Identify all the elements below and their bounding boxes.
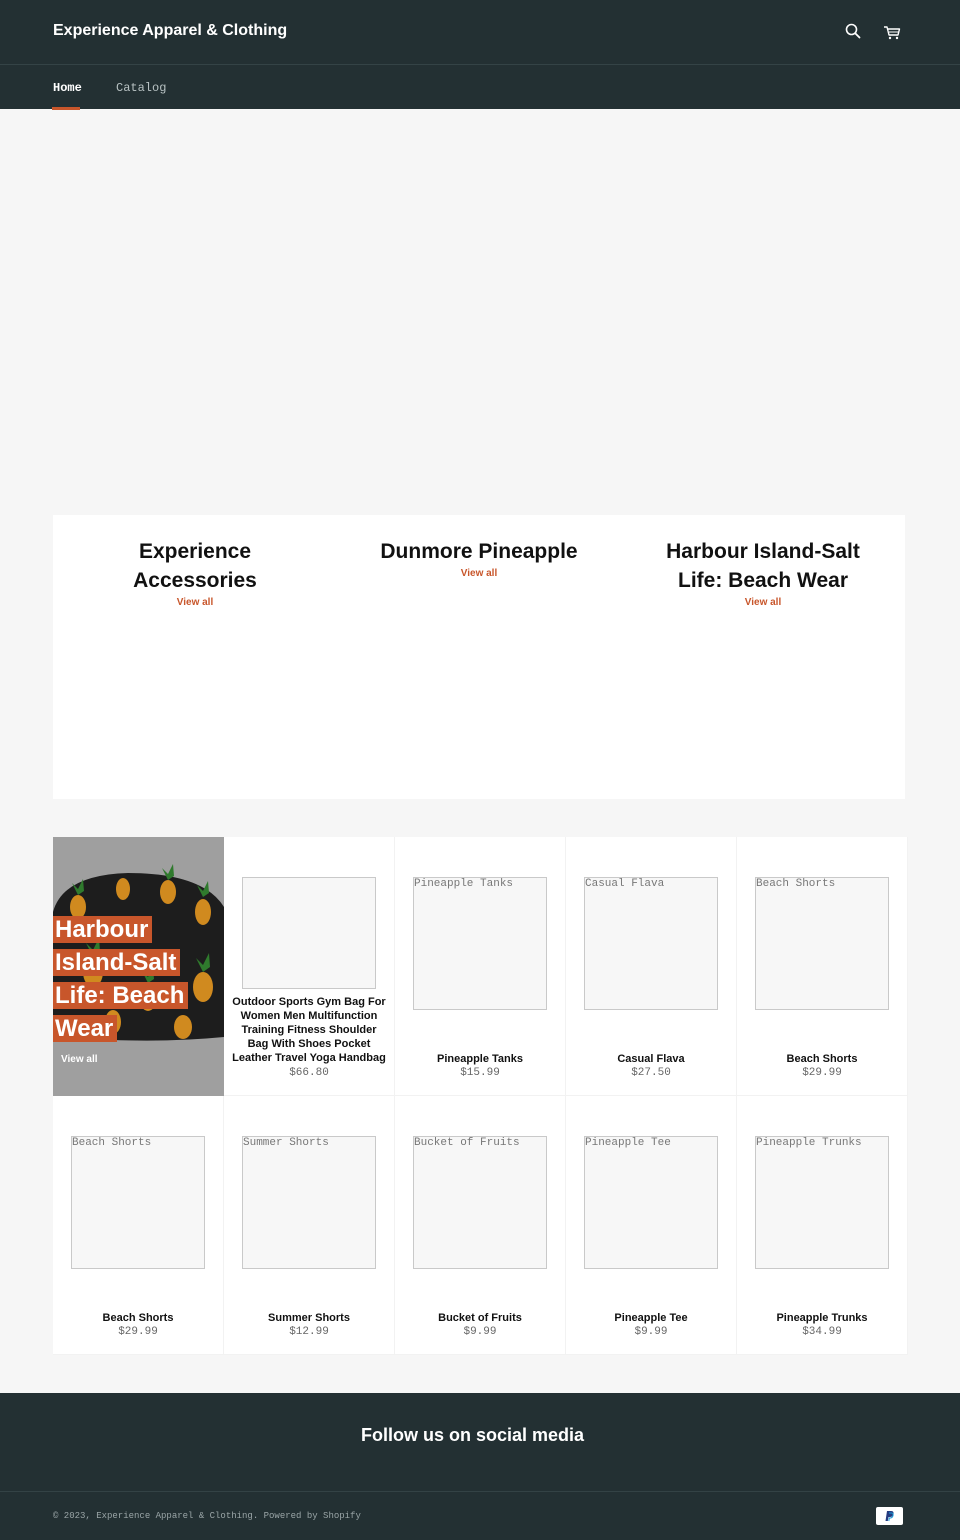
product-image-placeholder[interactable]: Pineapple Tee (584, 1136, 718, 1269)
footer-divider (0, 1491, 960, 1492)
product-image-placeholder[interactable]: Pineapple Trunks (755, 1136, 889, 1269)
collection-card[interactable] (337, 537, 621, 579)
collection-view-all-link[interactable]: View all (744, 597, 782, 608)
product-price: $29.99 (802, 1067, 842, 1079)
product-price: $34.99 (802, 1326, 842, 1338)
social-heading: Follow us on social media (360, 1425, 585, 1445)
nav-active-indicator (52, 107, 80, 110)
product-title[interactable]: Pineapple Tee (614, 1312, 688, 1324)
product-title[interactable]: Outdoor Sports Gym Bag For Women Men Multifunction Training Fitness Shoulder Bag With Shoes Pocket Leather Travel Yoga Handbag (232, 996, 386, 1064)
product-card[interactable] (224, 837, 395, 1096)
product-price: $27.50 (631, 1067, 671, 1079)
product-card[interactable] (566, 837, 737, 1096)
product-title[interactable]: Pineapple Trunks (776, 1312, 868, 1324)
product-card[interactable] (53, 1096, 224, 1355)
product-card[interactable] (224, 1096, 395, 1355)
collection-view-all-link[interactable]: View all (460, 568, 498, 579)
product-title[interactable]: Bucket of Fruits (438, 1312, 522, 1324)
cart-icon[interactable] (881, 22, 903, 44)
product-image-placeholder[interactable]: Beach Shorts (71, 1136, 205, 1269)
product-card[interactable] (395, 837, 566, 1096)
site-header (0, 0, 960, 64)
product-card[interactable] (737, 1096, 908, 1355)
featured-collection-tile[interactable] (53, 837, 224, 1096)
product-title[interactable]: Casual Flava (617, 1053, 685, 1065)
product-title[interactable]: Summer Shorts (268, 1312, 350, 1324)
product-card[interactable] (737, 837, 908, 1096)
product-image-placeholder[interactable]: Pineapple Tanks (413, 877, 547, 1010)
product-image-placeholder[interactable]: Casual Flava (584, 877, 718, 1010)
product-card[interactable] (566, 1096, 737, 1355)
product-title[interactable]: Beach Shorts (102, 1312, 174, 1324)
collection-title[interactable]: Dunmore Pineapple (380, 540, 578, 563)
product-price: $15.99 (460, 1067, 500, 1079)
collection-card[interactable] (53, 537, 337, 608)
featured-collection-title[interactable]: Harbour Island-Salt Life: Beach Wear (53, 913, 213, 1045)
nav-item-catalog[interactable]: Catalog (116, 81, 167, 95)
collection-card[interactable] (621, 537, 905, 608)
product-title[interactable]: Beach Shorts (786, 1053, 858, 1065)
featured-view-all-link[interactable]: View all (61, 1054, 98, 1065)
product-price: $9.99 (463, 1326, 497, 1338)
product-title[interactable]: Pineapple Tanks (437, 1053, 523, 1065)
product-card[interactable] (395, 1096, 566, 1355)
product-price: $66.80 (289, 1067, 329, 1079)
collection-list (53, 515, 905, 799)
product-image-placeholder[interactable] (242, 877, 376, 989)
product-image-placeholder[interactable]: Beach Shorts (755, 877, 889, 1010)
site-logo[interactable]: Experience Apparel & Clothing (53, 22, 288, 39)
copyright-text: © 2023, Experience Apparel & Clothing. Powered by Shopify (53, 1511, 361, 1521)
paypal-icon (876, 1507, 903, 1525)
product-image-placeholder[interactable]: Bucket of Fruits (413, 1136, 547, 1269)
search-icon[interactable] (842, 20, 864, 42)
product-price: $12.99 (289, 1326, 329, 1338)
collection-title[interactable]: Harbour Island-Salt Life: Beach Wear (666, 540, 860, 592)
main-nav (0, 64, 960, 109)
site-footer (0, 1393, 960, 1540)
product-price: $9.99 (634, 1326, 668, 1338)
product-grid (53, 837, 908, 1355)
collection-title[interactable]: Experience Accessories (133, 540, 257, 592)
product-image-placeholder[interactable]: Summer Shorts (242, 1136, 376, 1269)
nav-item-home[interactable]: Home (53, 81, 82, 95)
collection-view-all-link[interactable]: View all (176, 597, 214, 608)
product-price: $29.99 (118, 1326, 158, 1338)
